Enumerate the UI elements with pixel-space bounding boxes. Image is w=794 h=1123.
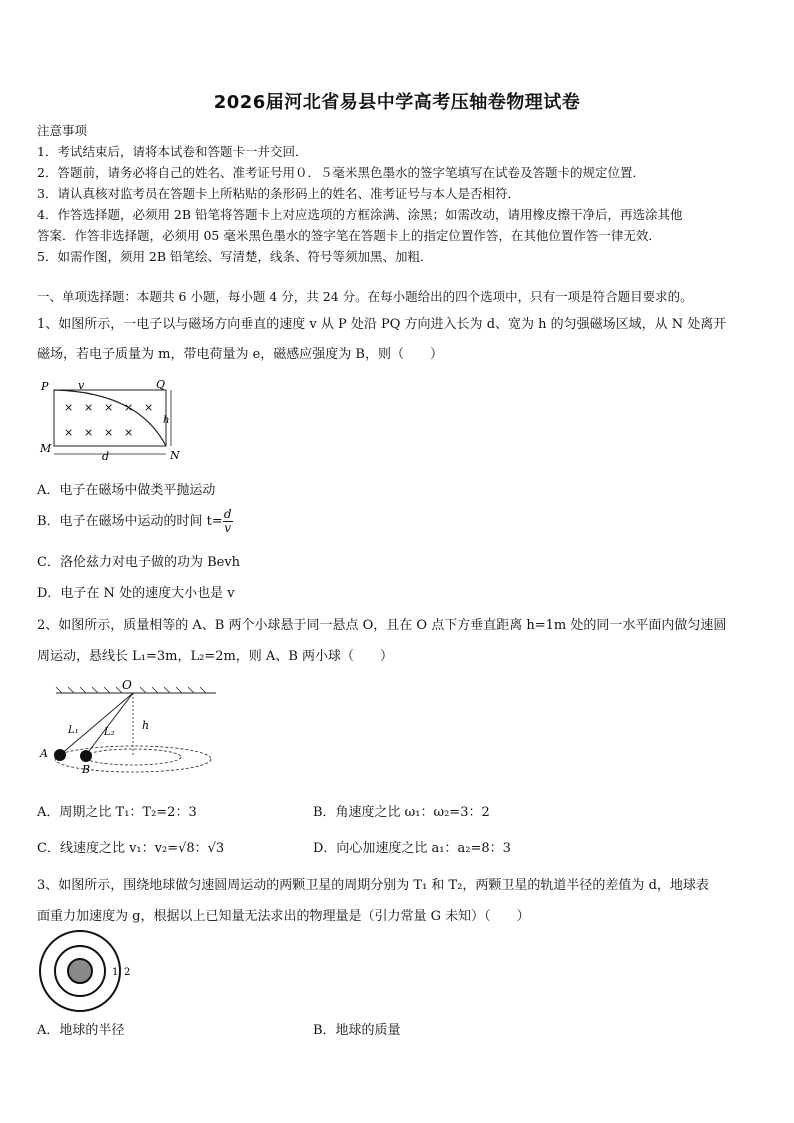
q2-option-a: A．周期之比 T₁：T₂=2：3 bbox=[37, 805, 197, 820]
label-v: v bbox=[78, 379, 85, 392]
notice-item: 2．答题前，请务必将自己的姓名、准考证号用０．５毫米黑色墨水的签字笔填写在试卷及答题卡的规定位置． bbox=[37, 165, 645, 180]
q1-option-b-text: B．电子在磁场中运动的时间 t= bbox=[37, 514, 223, 529]
label-O: O bbox=[122, 678, 132, 692]
q1-option-b bbox=[37, 508, 233, 535]
notice-heading: 注意事项 bbox=[37, 123, 88, 138]
cross-mark: × bbox=[144, 401, 154, 414]
question-1-figure bbox=[38, 376, 188, 462]
q2-option-c: C．线速度之比 v₁：v₂=√8：√3 bbox=[37, 841, 225, 856]
label-d: d bbox=[102, 450, 110, 462]
q2-option-b: B．角速度之比 ω₁：ω₂=3：2 bbox=[313, 805, 490, 820]
label-B: B bbox=[82, 763, 91, 775]
label-L1: L₁ bbox=[68, 725, 79, 736]
q2-option-d: D．向心加速度之比 a₁：a₂=8：3 bbox=[313, 841, 511, 856]
q1-option-d: D．电子在 N 处的速度大小也是 v bbox=[37, 586, 235, 601]
cross-mark: × bbox=[84, 426, 94, 439]
ball-B bbox=[80, 750, 92, 762]
question-1-stem: 1、如图所示，一电子以与磁场方向垂直的速度 v 从 P 处沿 PQ 方向进入长为 d、宽为 h 的匀强磁场区域，从 N 处离开 bbox=[37, 317, 727, 332]
page-title: 2026届河北省易县中学高考压轴卷物理试卷 bbox=[213, 92, 581, 113]
earth bbox=[68, 959, 92, 983]
notice-item: 1．考试结束后，请将本试卷和答题卡一并交回． bbox=[37, 144, 308, 159]
label-A: A bbox=[40, 747, 48, 760]
q3-option-a: A．地球的半径 bbox=[37, 1023, 125, 1038]
notice-item: 答案．作答非选择题，必须用 05 毫米黑色墨水的签字笔在答题卡上的指定位置作答，在其他位置作答一律无效． bbox=[37, 228, 661, 243]
fraction-denominator: v bbox=[224, 521, 232, 535]
fraction bbox=[223, 508, 233, 535]
question-2-stem-cont: 周运动，悬线长 L₁=3m，L₂=2m，则 A、B 两小球（ ） bbox=[37, 649, 394, 664]
question-1-stem-cont: 磁场，若电子质量为 m，带电荷量为 e，磁感应强度为 B，则（ ） bbox=[37, 347, 443, 362]
label-Q: Q bbox=[156, 378, 166, 391]
notice-item: 3．请认真核对监考员在答题卡上所粘贴的条形码上的姓名、准考证号与本人是否相符． bbox=[37, 186, 520, 201]
string-L1 bbox=[60, 693, 133, 755]
notice-item: 5．如需作图，须用 2B 铅笔绘、写清楚，线条、符号等须加黑、加粗． bbox=[37, 249, 433, 264]
cross-mark: × bbox=[64, 426, 74, 439]
label-N: N bbox=[170, 449, 180, 462]
ball-A bbox=[54, 749, 66, 761]
cross-mark: × bbox=[84, 401, 94, 414]
section-heading: 一、单项选择题：本题共 6 小题，每小题 4 分，共 24 分。在每小题给出的四个选项中，只有一项是符合题目要求的。 bbox=[37, 289, 693, 304]
label-2: 2 bbox=[124, 967, 131, 978]
label-h: h bbox=[142, 719, 150, 732]
q1-option-a: A．电子在磁场中做类平抛运动 bbox=[37, 483, 216, 498]
q1-option-c: C．洛伦兹力对电子做的功为 Bevh bbox=[37, 555, 241, 570]
label-1: 1 bbox=[112, 967, 119, 978]
question-3-figure bbox=[36, 928, 146, 1016]
label-L2: L₂ bbox=[104, 727, 115, 738]
question-3-stem: 3、如图所示，围绕地球做匀速圆周运动的两颗卫星的周期分别为 T₁ 和 T₂，两颗卫星的轨道半径的差值为 d，地球表 bbox=[37, 878, 709, 893]
question-3-stem-cont: 面重力加速度为 g，根据以上已知量无法求出的物理量是（引力常量 G 未知）（ ） bbox=[37, 909, 530, 924]
fraction-numerator: d bbox=[223, 507, 232, 521]
label-M: M bbox=[40, 442, 52, 455]
cross-mark: × bbox=[124, 426, 134, 439]
cross-mark: × bbox=[124, 401, 134, 414]
question-2-stem: 2、如图所示，质量相等的 A、B 两个小球悬于同一悬点 O，且在 O 点下方垂直距离 h=1m 处的同一水平面内做匀速圆 bbox=[37, 618, 727, 633]
notice-item: 4．作答选择题，必须用 2B 铅笔将答题卡上对应选项的方框涂满、涂黑；如需改动，请用橡皮擦干净后，再选涂其他 bbox=[37, 207, 683, 222]
cross-mark: × bbox=[104, 401, 114, 414]
question-2-figure bbox=[38, 677, 218, 775]
q3-option-b: B．地球的质量 bbox=[313, 1023, 401, 1038]
cross-mark: × bbox=[64, 401, 74, 414]
label-P: P bbox=[41, 380, 49, 393]
label-h: h bbox=[163, 415, 170, 426]
cross-mark: × bbox=[104, 426, 114, 439]
